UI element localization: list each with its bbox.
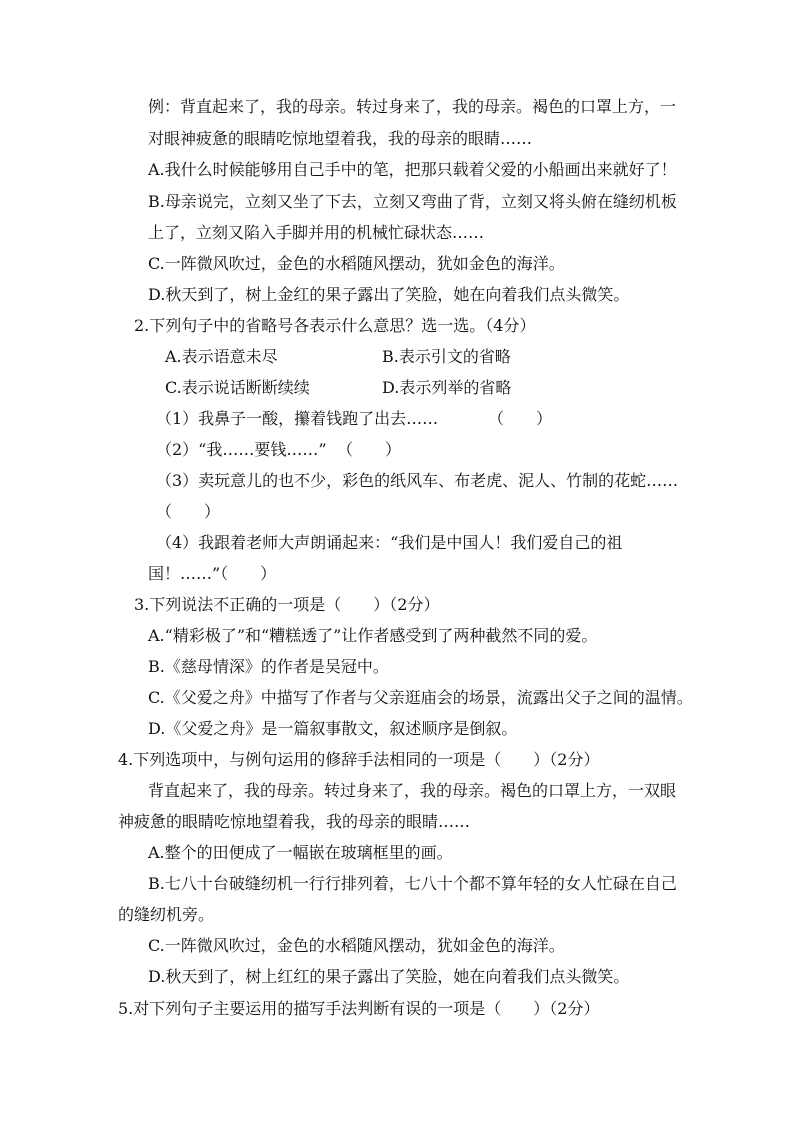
q4-example-line2: 神疲惫的眼睛吃惊地望着我，我的母亲的眼睛……: [118, 812, 471, 831]
q1-option-a: A.我什么时候能够用自己手中的笔，把那只载着父爱的小船画出来就好了！: [148, 160, 677, 179]
q2-option-b: B.表示引文的省略: [382, 347, 511, 366]
q2-option-d: D.表示列举的省略: [382, 378, 512, 397]
q2-option-a: A.表示语意未尽: [165, 347, 278, 366]
q2-item4-line1: （4）我跟着老师大声朗诵起来：“我们是中国人！我们爱自己的祖: [156, 533, 623, 552]
q3-option-d: D.《父爱之舟》是一篇叙事散文，叙述顺序是倒叙。: [148, 719, 518, 738]
q2-item2: （2）“我……要钱……”: [156, 440, 327, 459]
q2-item2-blank: （ ）: [337, 440, 402, 459]
q1-example-line1: 例：背直起来了，我的母亲。转过身来了，我的母亲。褐色的口罩上方，一: [148, 97, 677, 116]
q1-option-d: D.秋天到了，树上金红的果子露出了笑脸，她在向着我们点头微笑。: [148, 285, 630, 304]
q1-example-line2: 对眼神疲惫的眼睛吃惊地望着我，我的母亲的眼睛……: [148, 129, 533, 148]
q2-item1-blank: （ ）: [488, 409, 553, 428]
q4-option-a: A.整个的田便成了一幅嵌在玻璃框里的画。: [148, 843, 453, 862]
q2-item1: （1）我鼻子一酸，攥着钱跑了出去……: [156, 409, 439, 428]
q4-option-b-line2: 的缝纫机旁。: [118, 905, 215, 924]
q5-stem: 5.对下列句子主要运用的描写手法判断有误的一项是（ ）（2分）: [118, 999, 600, 1018]
q3-option-b: B.《慈母情深》的作者是吴冠中。: [148, 657, 389, 676]
q2-stem: 2.下列句子中的省略号各表示什么意思？选一选。（4分）: [134, 316, 536, 335]
q3-option-c: C.《父爱之舟》中描写了作者与父亲逛庙会的场景，流露出父子之间的温情。: [148, 688, 693, 707]
q1-option-b-line2: 上了，立刻又陷入手脚并用的机械忙碌状态……: [148, 223, 485, 242]
q2-item4-line2: 国！……”（ ）: [148, 564, 277, 583]
q3-option-a: A.“精彩极了”和“糟糕透了”让作者感受到了两种截然不同的爱。: [148, 626, 598, 645]
q4-option-c: C.一阵微风吹过，金色的水稻随风摆动，犹如金色的海洋。: [148, 936, 565, 955]
q1-option-c: C.一阵微风吹过，金色的水稻随风摆动，犹如金色的海洋。: [148, 254, 565, 273]
q4-option-b-line1: B.七八十台破缝纫机一行行排列着，七八十个都不算年轻的女人忙碌在自己: [148, 874, 677, 893]
q2-item3-line1: （3）卖玩意儿的也不少，彩色的纸风车、布老虎、泥人、竹制的花蛇……: [156, 471, 679, 490]
q4-stem: 4.下列选项中，与例句运用的修辞手法相同的一项是（ ）（2分）: [118, 750, 600, 769]
q4-option-d: D.秋天到了，树上红红的果子露出了笑脸，她在向着我们点头微笑。: [148, 967, 630, 986]
q4-example-line1: 背直起来了，我的母亲。转过身来了，我的母亲。褐色的口罩上方，一双眼: [148, 781, 677, 800]
q2-item3-line2: （ ）: [156, 502, 221, 521]
q2-option-c: C.表示说话断断续续: [165, 378, 310, 397]
q3-stem: 3.下列说法不正确的一项是（ ）（2分）: [134, 595, 440, 614]
q1-option-b-line1: B.母亲说完，立刻又坐了下去，立刻又弯曲了背，立刻又将头俯在缝纫机板: [148, 192, 677, 211]
